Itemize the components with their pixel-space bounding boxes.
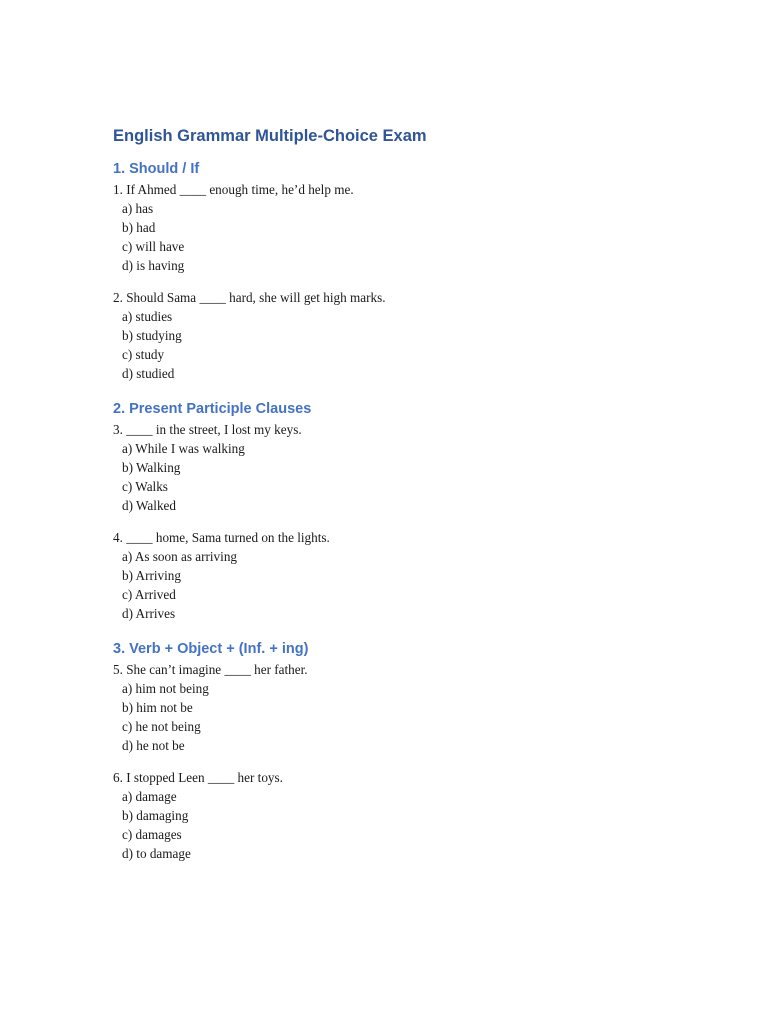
answer-option-c: c) study (122, 347, 165, 362)
question-text: 5. She can’t imagine ____ her father. (113, 662, 308, 677)
answer-option-c: c) Arrived (122, 587, 176, 602)
answer-option-a: a) While I was walking (122, 441, 245, 456)
question-1 (113, 180, 673, 275)
answer-option-a: a) has (122, 201, 154, 216)
section-heading: 3. Verb + Object + (Inf. + ing) (113, 641, 309, 657)
section-present-participle-clauses (113, 398, 673, 623)
answer-option-d: d) Arrives (122, 606, 176, 621)
section-heading: 1. Should / If (113, 161, 200, 177)
answer-option-a: a) him not being (122, 681, 209, 696)
answer-option-b: b) damaging (122, 808, 189, 823)
question-3 (113, 420, 673, 515)
answer-option-b: b) studying (122, 328, 182, 343)
document-title: English Grammar Multiple-Choice Exam (113, 127, 427, 145)
question-6 (113, 768, 673, 863)
question-text: 6. I stopped Leen ____ her toys. (113, 770, 283, 785)
answer-option-d: d) studied (122, 366, 175, 381)
answer-option-c: c) he not being (122, 719, 201, 734)
answer-option-a: a) damage (122, 789, 177, 804)
answer-option-b: b) Arriving (122, 568, 181, 583)
section-should-if (113, 158, 673, 383)
answer-option-a: a) As soon as arriving (122, 549, 238, 564)
document-page (113, 122, 673, 863)
question-4 (113, 528, 673, 623)
section-heading: 2. Present Participle Clauses (113, 401, 312, 417)
answer-option-a: a) studies (122, 309, 173, 324)
question-text: 3. ____ in the street, I lost my keys. (113, 422, 302, 437)
question-2 (113, 288, 673, 383)
answer-option-d: d) Walked (122, 498, 176, 513)
answer-option-d: d) to damage (122, 846, 191, 861)
answer-option-b: b) Walking (122, 460, 181, 475)
answer-option-b: b) him not be (122, 700, 193, 715)
question-5 (113, 660, 673, 755)
answer-option-c: c) will have (122, 239, 185, 254)
section-verb-object (113, 638, 673, 863)
answer-option-d: d) he not be (122, 738, 185, 753)
answer-option-c: c) Walks (122, 479, 168, 494)
answer-option-c: c) damages (122, 827, 182, 842)
answer-option-b: b) had (122, 220, 156, 235)
answer-option-d: d) is having (122, 258, 185, 273)
question-text: 2. Should Sama ____ hard, she will get high marks. (113, 290, 386, 305)
question-text: 1. If Ahmed ____ enough time, he’d help me. (113, 182, 354, 197)
question-text: 4. ____ home, Sama turned on the lights. (113, 530, 330, 545)
